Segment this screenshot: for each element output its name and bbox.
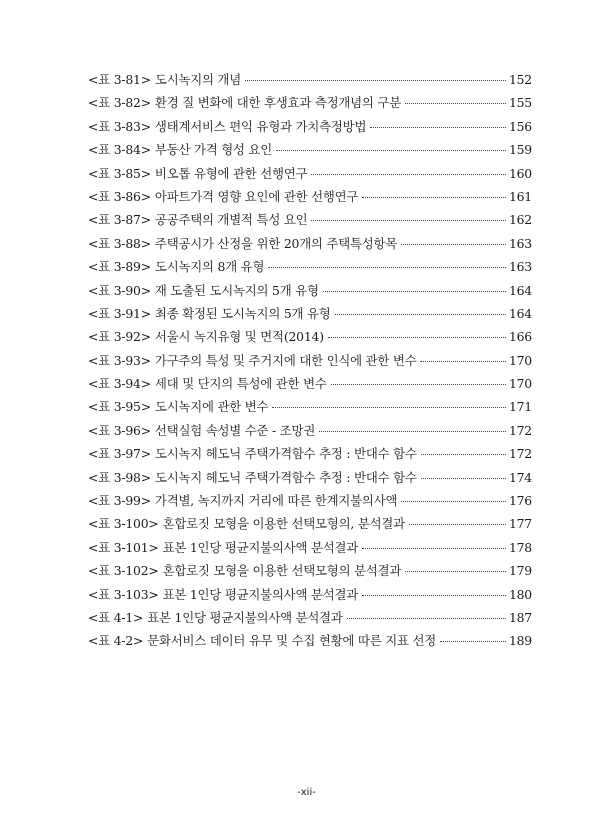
toc-entry[interactable] bbox=[88, 559, 532, 582]
toc-entry-title: 도시녹지에 관한 변수 bbox=[154, 399, 269, 415]
toc-entry[interactable] bbox=[88, 115, 532, 138]
toc-entry[interactable] bbox=[88, 372, 532, 395]
toc-entry-label: <표 3-101> bbox=[88, 539, 159, 555]
toc-entry[interactable] bbox=[88, 255, 532, 278]
toc-entry[interactable] bbox=[88, 419, 532, 442]
dot-leader bbox=[362, 595, 506, 596]
toc-entry-page: 160 bbox=[508, 165, 532, 181]
toc-entry-page: 187 bbox=[508, 609, 532, 625]
toc-entry[interactable] bbox=[88, 325, 532, 348]
toc-entry-title: 선택실험 속성별 수준 - 조망권 bbox=[154, 422, 316, 438]
toc-entry[interactable] bbox=[88, 629, 532, 652]
toc-entry-page: 178 bbox=[508, 539, 532, 555]
dot-leader bbox=[328, 337, 506, 338]
toc-entry-page: 177 bbox=[508, 516, 532, 532]
dot-leader bbox=[311, 174, 506, 175]
toc-entry-label: <표 3-89> bbox=[88, 259, 151, 275]
toc-entry[interactable] bbox=[88, 536, 532, 559]
toc-entry-title: 주택공시가 산정을 위한 20개의 주택특성항목 bbox=[154, 235, 398, 251]
toc-entry-title: 공공주택의 개별적 특성 요인 bbox=[154, 212, 308, 228]
toc-entry-title: 서울시 녹지유형 및 면적(2014) bbox=[154, 329, 324, 345]
toc-entry-page: 156 bbox=[508, 118, 532, 134]
dot-leader bbox=[245, 80, 506, 81]
toc-entry[interactable] bbox=[88, 489, 532, 512]
toc-entry-title: 도시녹지의 개념 bbox=[154, 72, 242, 87]
toc-entry-label: <표 3-90> bbox=[88, 282, 151, 298]
dot-leader bbox=[421, 478, 506, 479]
toc-entry-title: 문화서비스 데이터 유무 및 수집 현황에 따른 지표 선정 bbox=[147, 633, 437, 649]
dot-leader bbox=[405, 571, 506, 572]
toc-entry[interactable] bbox=[88, 442, 532, 465]
toc-entry-title: 세대 및 단지의 특성에 관한 변수 bbox=[154, 376, 327, 392]
toc-entry-label: <표 3-98> bbox=[88, 469, 151, 485]
toc-entry-label: <표 3-96> bbox=[88, 422, 151, 438]
toc-entry-title: 혼합로짓 모형을 이용한 선택모형의, 분석결과 bbox=[162, 516, 405, 532]
dot-leader bbox=[319, 431, 506, 432]
toc-entry[interactable] bbox=[88, 162, 532, 185]
toc-entry-title: 비오톱 유형에 관한 선행연구 bbox=[154, 165, 308, 181]
dot-leader bbox=[347, 618, 506, 619]
toc-entry-label: <표 3-100> bbox=[88, 516, 159, 532]
toc-entry[interactable] bbox=[88, 208, 532, 231]
toc-entry[interactable] bbox=[88, 91, 532, 114]
toc-entry-page: 172 bbox=[508, 422, 532, 438]
toc-entry-label: <표 3-88> bbox=[88, 235, 151, 251]
toc-entry-page: 163 bbox=[508, 259, 532, 275]
toc-entry-page: 164 bbox=[508, 282, 532, 298]
dot-leader bbox=[409, 524, 506, 525]
toc-entry-label: <표 4-2> bbox=[88, 633, 144, 649]
toc-entry-title: 표본 1인당 평균지불의사액 분석결과 bbox=[162, 539, 359, 555]
toc-entry-title: 표본 1인당 평균지불의사액 분석결과 bbox=[162, 586, 359, 602]
toc-entry-label: <표 3-102> bbox=[88, 563, 159, 579]
dot-leader bbox=[362, 197, 506, 198]
dot-leader bbox=[276, 150, 506, 151]
toc-entry[interactable] bbox=[88, 349, 532, 372]
dot-leader bbox=[323, 291, 506, 292]
dot-leader bbox=[370, 127, 506, 128]
toc-entry[interactable] bbox=[88, 68, 532, 91]
toc-entry-page: 171 bbox=[508, 399, 532, 415]
toc-entry-page: 179 bbox=[508, 563, 532, 579]
toc-entry-label: <표 3-103> bbox=[88, 586, 159, 602]
toc-entry-label: <표 3-86> bbox=[88, 188, 151, 204]
toc-entry[interactable] bbox=[88, 302, 532, 325]
toc-entry[interactable] bbox=[88, 138, 532, 161]
toc-entry-title: 도시녹지의 8개 유형 bbox=[154, 259, 265, 275]
dot-leader bbox=[440, 641, 506, 642]
toc-entry-title: 표본 1인당 평균지불의사액 분석결과 bbox=[147, 609, 343, 625]
page-number: -xii- bbox=[297, 787, 316, 798]
toc-entry[interactable] bbox=[88, 583, 532, 606]
toc-entry-title: 생태계서비스 편익 유형과 가치측정방법 bbox=[154, 118, 367, 134]
toc-entry-page: 152 bbox=[508, 72, 532, 87]
toc-entry-label: <표 3-94> bbox=[88, 376, 151, 392]
toc-entry[interactable] bbox=[88, 279, 532, 302]
toc-entry-label: <표 4-1> bbox=[88, 609, 144, 625]
dot-leader bbox=[268, 267, 506, 268]
dot-leader bbox=[401, 501, 506, 502]
toc-entry-label: <표 3-87> bbox=[88, 212, 151, 228]
toc-entry[interactable] bbox=[88, 395, 532, 418]
toc-entry-page: 163 bbox=[508, 235, 532, 251]
toc-entry-label: <표 3-91> bbox=[88, 305, 151, 321]
toc-entry-label: <표 3-84> bbox=[88, 142, 151, 158]
dot-leader bbox=[420, 361, 505, 362]
table-of-contents bbox=[88, 68, 532, 653]
toc-entry-label: <표 3-82> bbox=[88, 95, 151, 111]
toc-entry-page: 170 bbox=[508, 352, 532, 368]
toc-entry-page: 180 bbox=[508, 586, 532, 602]
toc-entry-title: 환경 질 변화에 대한 후생효과 측정개념의 구분 bbox=[154, 95, 401, 111]
toc-entry-label: <표 3-92> bbox=[88, 329, 151, 345]
toc-entry-page: 164 bbox=[508, 305, 532, 321]
toc-entry-page: 174 bbox=[508, 469, 532, 485]
toc-entry-label: <표 3-85> bbox=[88, 165, 151, 181]
toc-entry-page: 189 bbox=[508, 633, 532, 649]
toc-entry-page: 176 bbox=[508, 493, 532, 509]
dot-leader bbox=[401, 244, 506, 245]
toc-entry[interactable] bbox=[88, 606, 532, 629]
toc-entry-title: 가격별, 녹지까지 거리에 따른 한계지불의사액 bbox=[154, 493, 398, 509]
toc-entry-label: <표 3-97> bbox=[88, 446, 151, 462]
dot-leader bbox=[362, 548, 506, 549]
toc-entry-label: <표 3-99> bbox=[88, 493, 151, 509]
toc-entry-title: 재 도출된 도시녹지의 5개 유형 bbox=[154, 282, 319, 298]
toc-entry-page: 170 bbox=[508, 376, 532, 392]
dot-leader bbox=[311, 220, 506, 221]
toc-entry-title: 아파트가격 영향 요인에 관한 선행연구 bbox=[154, 188, 359, 204]
toc-entry-page: 172 bbox=[508, 446, 532, 462]
toc-entry[interactable] bbox=[88, 512, 532, 535]
toc-entry[interactable] bbox=[88, 185, 532, 208]
toc-entry-page: 159 bbox=[508, 142, 532, 158]
toc-entry-page: 166 bbox=[508, 329, 532, 345]
toc-entry-label: <표 3-93> bbox=[88, 352, 151, 368]
toc-entry-page: 161 bbox=[508, 188, 532, 204]
toc-entry-label: <표 3-81> bbox=[88, 72, 151, 87]
toc-entry-title: 혼합로짓 모형을 이용한 선택모형의 분석결과 bbox=[162, 563, 402, 579]
toc-entry-title: 도시녹지 헤도닉 주택가격함수 추정 : 반대수 함수 bbox=[154, 469, 417, 485]
dot-leader bbox=[331, 384, 506, 385]
toc-entry[interactable] bbox=[88, 466, 532, 489]
toc-entry-title: 가구주의 특성 및 주거지에 대한 인식에 관한 변수 bbox=[154, 352, 417, 368]
toc-entry-label: <표 3-83> bbox=[88, 118, 151, 134]
toc-entry[interactable] bbox=[88, 232, 532, 255]
toc-entry-label: <표 3-95> bbox=[88, 399, 151, 415]
dot-leader bbox=[405, 103, 506, 104]
toc-entry-page: 162 bbox=[508, 212, 532, 228]
dot-leader bbox=[335, 314, 506, 315]
toc-entry-title: 부동산 가격 형성 요인 bbox=[154, 142, 273, 158]
toc-entry-title: 도시녹지 헤도닉 주택가격함수 추정 : 반대수 함수 bbox=[154, 446, 417, 462]
toc-entry-page: 155 bbox=[508, 95, 532, 111]
dot-leader bbox=[272, 407, 506, 408]
dot-leader bbox=[421, 454, 506, 455]
toc-entry-title: 최종 확정된 도시녹지의 5개 유형 bbox=[154, 305, 331, 321]
